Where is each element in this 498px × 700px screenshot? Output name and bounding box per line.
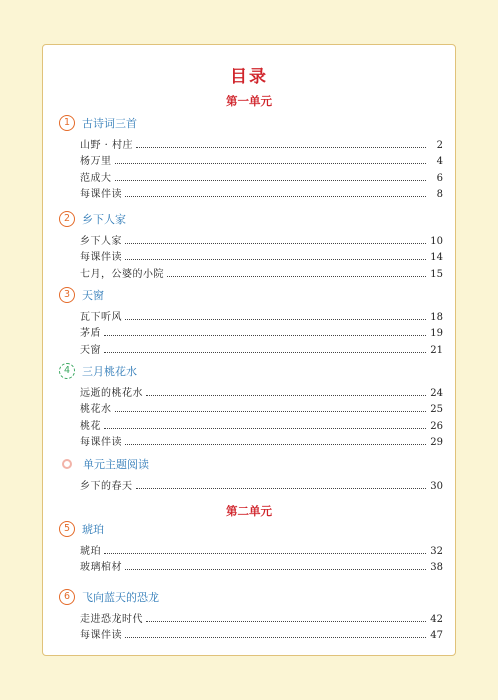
entry-title: 瓦下听风 <box>80 312 122 324</box>
entry-title: 每课伴读 <box>80 188 122 200</box>
dot-leader <box>104 553 426 554</box>
section-title: 琥珀 <box>82 523 104 536</box>
unit-title: 第二单元 <box>226 504 272 518</box>
section-title: 飞向蓝天的恐龙 <box>82 591 159 604</box>
entry-title: 走进恐龙时代 <box>80 614 143 626</box>
page-number: 15 <box>430 268 443 280</box>
entry-title: 七月，公婆的小院 <box>80 268 164 280</box>
dot-leader <box>115 163 427 164</box>
toc-entry[interactable] <box>59 135 443 151</box>
toc-entry[interactable] <box>59 399 443 415</box>
entry-title: 每课伴读 <box>80 436 122 448</box>
section-number-badge: 4 <box>59 363 75 379</box>
section-title: 单元主题阅读 <box>83 458 149 471</box>
section-title: 古诗词三首 <box>82 117 137 130</box>
page-number: 18 <box>430 312 443 324</box>
dot-leader <box>125 243 426 244</box>
bullet-icon <box>62 459 72 469</box>
entry-title: 乡下人家 <box>80 236 122 248</box>
page-number: 10 <box>430 236 443 248</box>
toc-entry[interactable] <box>59 609 443 625</box>
page-number: 32 <box>430 546 443 558</box>
page-number: 38 <box>430 562 443 574</box>
page-number: 24 <box>430 388 443 400</box>
toc-section <box>59 363 443 448</box>
section-header[interactable] <box>59 287 443 303</box>
dot-leader <box>115 180 427 181</box>
toc-entry[interactable] <box>59 541 443 557</box>
section-header[interactable] <box>59 589 443 605</box>
entry-title: 远逝的桃花水 <box>80 388 143 400</box>
toc-section <box>59 521 443 573</box>
page-number: 19 <box>430 328 443 340</box>
section-title: 乡下人家 <box>82 213 126 226</box>
dot-leader <box>104 428 426 429</box>
entry-title: 天窗 <box>80 344 101 356</box>
section-header[interactable] <box>59 363 443 379</box>
entry-title: 茅盾 <box>80 328 101 340</box>
section-header[interactable] <box>59 211 443 227</box>
section-header[interactable] <box>59 521 443 537</box>
toc-entry[interactable] <box>59 323 443 339</box>
dot-leader <box>125 569 426 570</box>
section-header[interactable] <box>59 456 443 472</box>
section-title: 三月桃花水 <box>82 365 137 378</box>
toc-section <box>59 589 443 641</box>
page-number: 21 <box>430 344 443 356</box>
toc-entry[interactable] <box>59 307 443 323</box>
section-title: 天窗 <box>82 289 104 302</box>
toc-entry[interactable] <box>59 625 443 641</box>
toc-entry[interactable] <box>59 415 443 431</box>
entry-title: 乡下的春天 <box>80 481 133 493</box>
page-number: 26 <box>430 420 443 432</box>
toc-entry[interactable] <box>59 432 443 448</box>
entry-title: 桃花水 <box>80 404 112 416</box>
page-number: 14 <box>430 252 443 264</box>
toc-page <box>42 44 456 656</box>
entry-title: 每课伴读 <box>80 630 122 642</box>
dot-leader <box>167 276 426 277</box>
section-number-badge: 6 <box>59 589 75 605</box>
section-number-badge: 5 <box>59 521 75 537</box>
section-number-badge: 1 <box>59 115 75 131</box>
page-number: 8 <box>436 188 443 200</box>
section-header[interactable] <box>59 115 443 131</box>
page-title: 目录 <box>230 67 268 87</box>
toc-section <box>59 456 443 492</box>
page-number: 47 <box>430 630 443 642</box>
page-number: 6 <box>436 172 443 184</box>
dot-leader <box>125 319 426 320</box>
entry-title: 每课伴读 <box>80 252 122 264</box>
toc-entry[interactable] <box>59 263 443 279</box>
toc-entry[interactable] <box>59 383 443 399</box>
section-number-badge: 2 <box>59 211 75 227</box>
dot-leader <box>146 621 426 622</box>
page-number: 29 <box>430 436 443 448</box>
dot-leader <box>125 444 426 445</box>
entry-title: 范成大 <box>80 172 112 184</box>
entry-title: 玻璃棺材 <box>80 562 122 574</box>
entry-title: 杨万里 <box>80 156 112 168</box>
toc-entry[interactable] <box>59 247 443 263</box>
dot-leader <box>104 335 426 336</box>
entry-title: 琥珀 <box>80 546 101 558</box>
toc-entry[interactable] <box>59 557 443 573</box>
section-number-badge: 3 <box>59 287 75 303</box>
unit-title: 第一单元 <box>226 94 272 108</box>
toc-section <box>59 287 443 356</box>
dot-leader <box>136 147 426 148</box>
toc-entry[interactable] <box>59 184 443 200</box>
toc-entry[interactable] <box>59 167 443 183</box>
dot-leader <box>125 196 426 197</box>
page-number: 2 <box>436 140 443 152</box>
dot-leader <box>136 488 427 489</box>
page-number: 25 <box>430 404 443 416</box>
toc-section <box>59 211 443 280</box>
entry-title: 桃花 <box>80 420 101 432</box>
dot-leader <box>115 411 427 412</box>
entry-title: 山野 · 村庄 <box>80 140 134 152</box>
toc-entry[interactable] <box>59 231 443 247</box>
page-number: 30 <box>430 481 443 493</box>
toc-entry[interactable] <box>59 476 443 492</box>
page-number: 42 <box>430 614 443 626</box>
dot-leader <box>104 352 426 353</box>
toc-section <box>59 115 443 200</box>
page-number: 4 <box>436 156 443 168</box>
dot-leader <box>125 259 426 260</box>
dot-leader <box>146 395 426 396</box>
dot-leader <box>125 637 426 638</box>
toc-entry[interactable] <box>59 339 443 355</box>
toc-entry[interactable] <box>59 151 443 167</box>
